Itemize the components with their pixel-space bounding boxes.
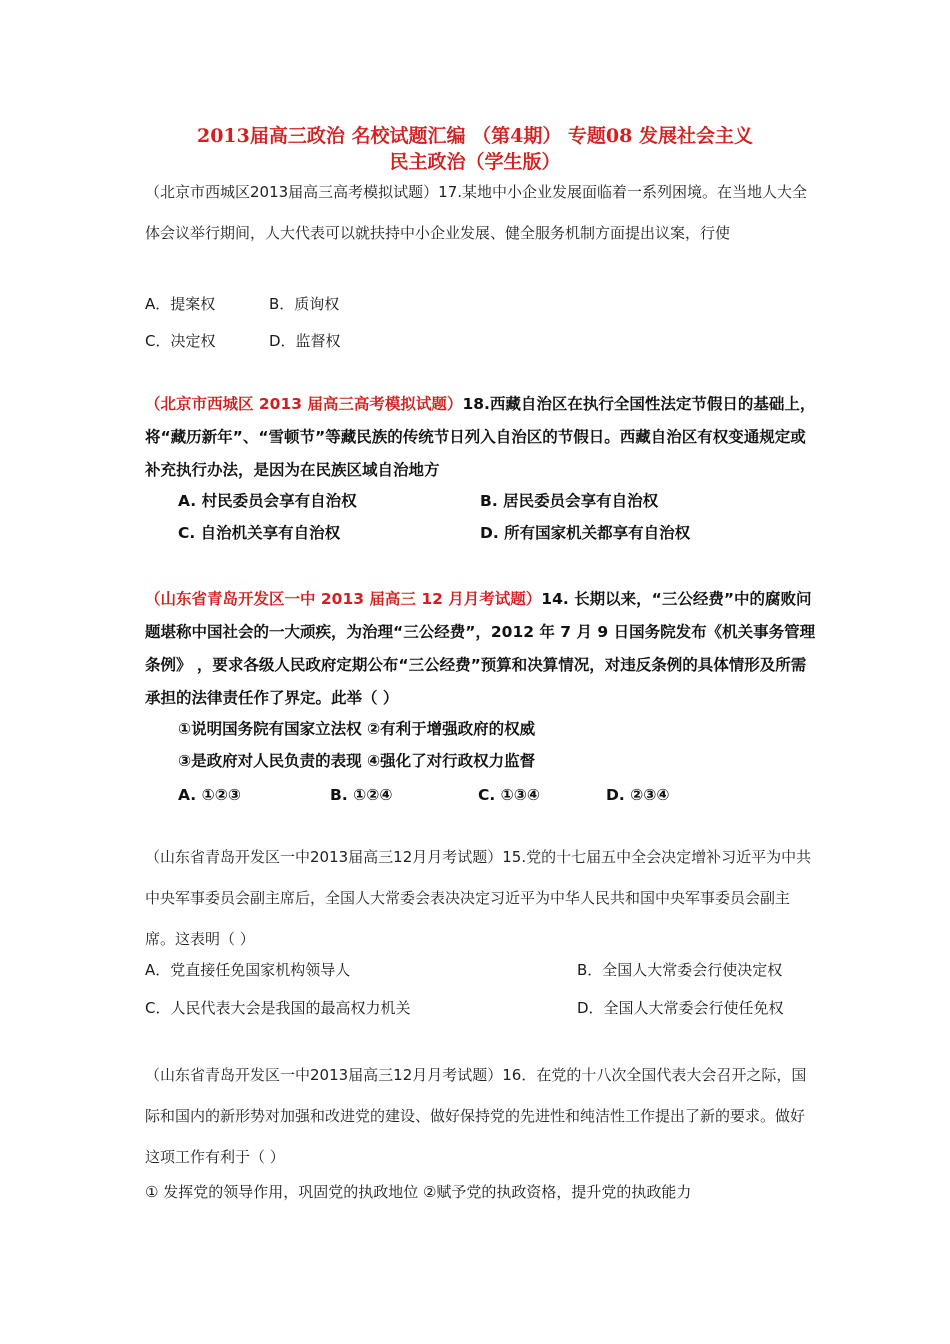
q15-option-a: A．党直接任免国家机构领导人: [145, 961, 351, 979]
q17-option-c: C．决定权: [145, 332, 216, 350]
q15-option-c: C．人民代表大会是我国的最高权力机关: [145, 999, 411, 1017]
q18-option-a: A. 村民委员会享有自治权: [178, 492, 357, 510]
q17-options-row2: [145, 329, 815, 353]
q14-options-row: [178, 780, 818, 810]
q18-option-b: B. 居民委员会享有自治权: [480, 492, 659, 510]
q18-option-d: D. 所有国家机关都享有自治权: [480, 524, 691, 542]
q14-body: 14. 长期以来，“三公经费”中的腐败问题堪称中国社会的一大顽疾，为治理“三公经费”，2012 年 7 月 9 日国务院发布《机关事务管理条例》 ，要求各级人民政府定期公布“三公经费”预算和决算情况，对违反条例的具体情形及所需承担的法律责任作了界定。此举（ ）: [145, 590, 816, 707]
doc-title-line1: 2013届高三政治 名校试题汇编 （第4期） 专题08 发展社会主义: [196, 125, 753, 147]
q14-option-d: D. ②③④: [606, 786, 670, 804]
q18-body: 18.西藏自治区在执行全国性法定节假日的基础上，将“藏历新年”、“雪顿节”等藏民族的传统节日列入自治区的节假日。西藏自治区有权变通规定或补充执行办法，是因为在民族区域自治地方: [145, 395, 816, 479]
q14-option-b: B. ①②④: [330, 786, 393, 804]
q17-options-row1: [145, 292, 815, 316]
q14-option-c: C. ①③④: [478, 786, 541, 804]
q14-option-a: A. ①②③: [178, 786, 241, 804]
q18-options-row2: [178, 518, 818, 548]
q15-text: （山东省青岛开发区一中2013届高三12月月考试题）15.党的十七届五中全会决定增补习近平为中共中央军事委员会副主席后，全国人大常委会表决决定习近平为中华人民共和国中央军事委员会副主席。这表明（ ）: [145, 848, 812, 948]
q17-text: （北京市西城区2013届高三高考模拟试题）17.某地中小企业发展面临着一系列困境。在当地人大全体会议举行期间，人大代表可以就扶持中小企业发展、健全服务机制方面提出议案，行使: [145, 183, 808, 242]
q14-statement-2: ③是政府对人民负责的表现 ④强化了对行政权力监督: [178, 752, 536, 770]
q15-option-b: B．全国人大常委会行使决定权: [577, 961, 783, 979]
q14-statement-1: ①说明国务院有国家立法权 ②有利于增强政府的权威: [178, 720, 536, 738]
q14-source: （山东省青岛开发区一中 2013 届高三 12 月月考试题）: [145, 590, 542, 608]
q17-option-d: D．监督权: [269, 332, 341, 350]
q18-option-c: C. 自治机关享有自治权: [178, 524, 341, 542]
q15-options-row2: [145, 996, 815, 1020]
q18-options-row1: [178, 486, 818, 516]
q17-option-b: B．质询权: [269, 295, 340, 313]
q18-text: [145, 388, 817, 487]
q16-statement: ① 发挥党的领导作用，巩固党的执政地位 ②赋予党的执政资格，提升党的执政能力: [145, 1183, 692, 1201]
q14-text: [145, 583, 817, 715]
q18-source: （北京市西城区 2013 届高三高考模拟试题）: [145, 395, 463, 413]
doc-title-line2: 民主政治（学生版）: [389, 151, 561, 173]
q15-option-d: D．全国人大常委会行使任免权: [577, 999, 784, 1017]
q16-text: （山东省青岛开发区一中2013届高三12月月考试题）16．在党的十八次全国代表大会召开之际，国际和国内的新形势对加强和改进党的建设、做好保持党的先进性和纯洁性工作提出了新的要求。做好这项工作有利于（ ）: [145, 1066, 807, 1166]
q17-option-a: A．提案权: [145, 295, 216, 313]
q15-options-row1: [145, 958, 815, 982]
